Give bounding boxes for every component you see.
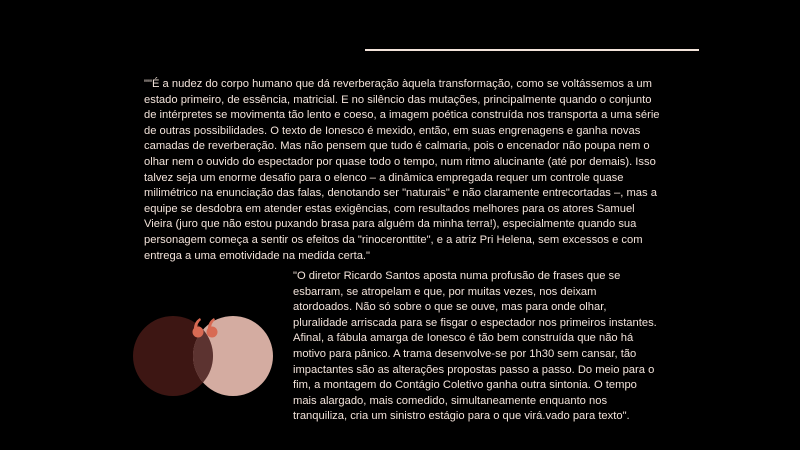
review-quote-primary: ""É a nudez do corpo humano que dá reverberação àquela transformação, como se voltássemos a um estado primeiro, de essência, matricial. E no silêncio das mutações, principalmente quando o conjunto de intérpretes se movimenta tão lento e coeso, a imagem poética construída nos transporta a uma série de outras possibilidades. O texto de Ionesco é mexido, então, em suas engrenagens e ganha novas camadas de reverberação. Mas não pensem que tudo é calmaria, pois o encenador não poupa nem o olhar nem o ouvido do espectador por quase todo o tempo, num ritmo alucinante (até por demais). Isso talvez seja um enorme desafio para o elenco – a dinâmica empregada requer um controle quase milimétrico na enunciação das falas, denotando ser "naturais" e não claramente entrecortadas –, mas a equipe se desdobra em atender estas exigências, com resultados melhores para os atores Samuel Vieira (juro que não estou puxando brasa para alguém da minha terra!), especialmente quando sua personagem começa a sentir os efeitos da "rinoceronttite", e a atriz Pri Helena, sem excessos e com entrega a uma emotividade na medida certa." — [144, 78, 660, 262]
decorative-top-rule — [365, 49, 699, 51]
quote-circles-icon — [130, 310, 280, 400]
review-quote-secondary: "O diretor Ricardo Santos aposta numa profusão de frases que se esbarram, se atropelam e que, por muitas vezes, nos deixam atordoados. Não só sobre o que se ouve, mas para onde olhar, pluralidade arriscada para se fisgar o espectador nos primeiros instantes. Afinal, a fábula amarga de Ionesco é tão bem construída que não há motivo para pânico. A trama desenvolve-se por 1h30 sem cansar, tão impactantes são as alterações propostas passo a passo. Do meio para o fim, a montagem do Contágio Coletivo ganha outra sintonia. O tempo mais alargado, mais comedido, simultaneamente enquanto nos tranquiliza, cria um sinistro estágio para o que virá.vado para texto". — [293, 270, 657, 423]
